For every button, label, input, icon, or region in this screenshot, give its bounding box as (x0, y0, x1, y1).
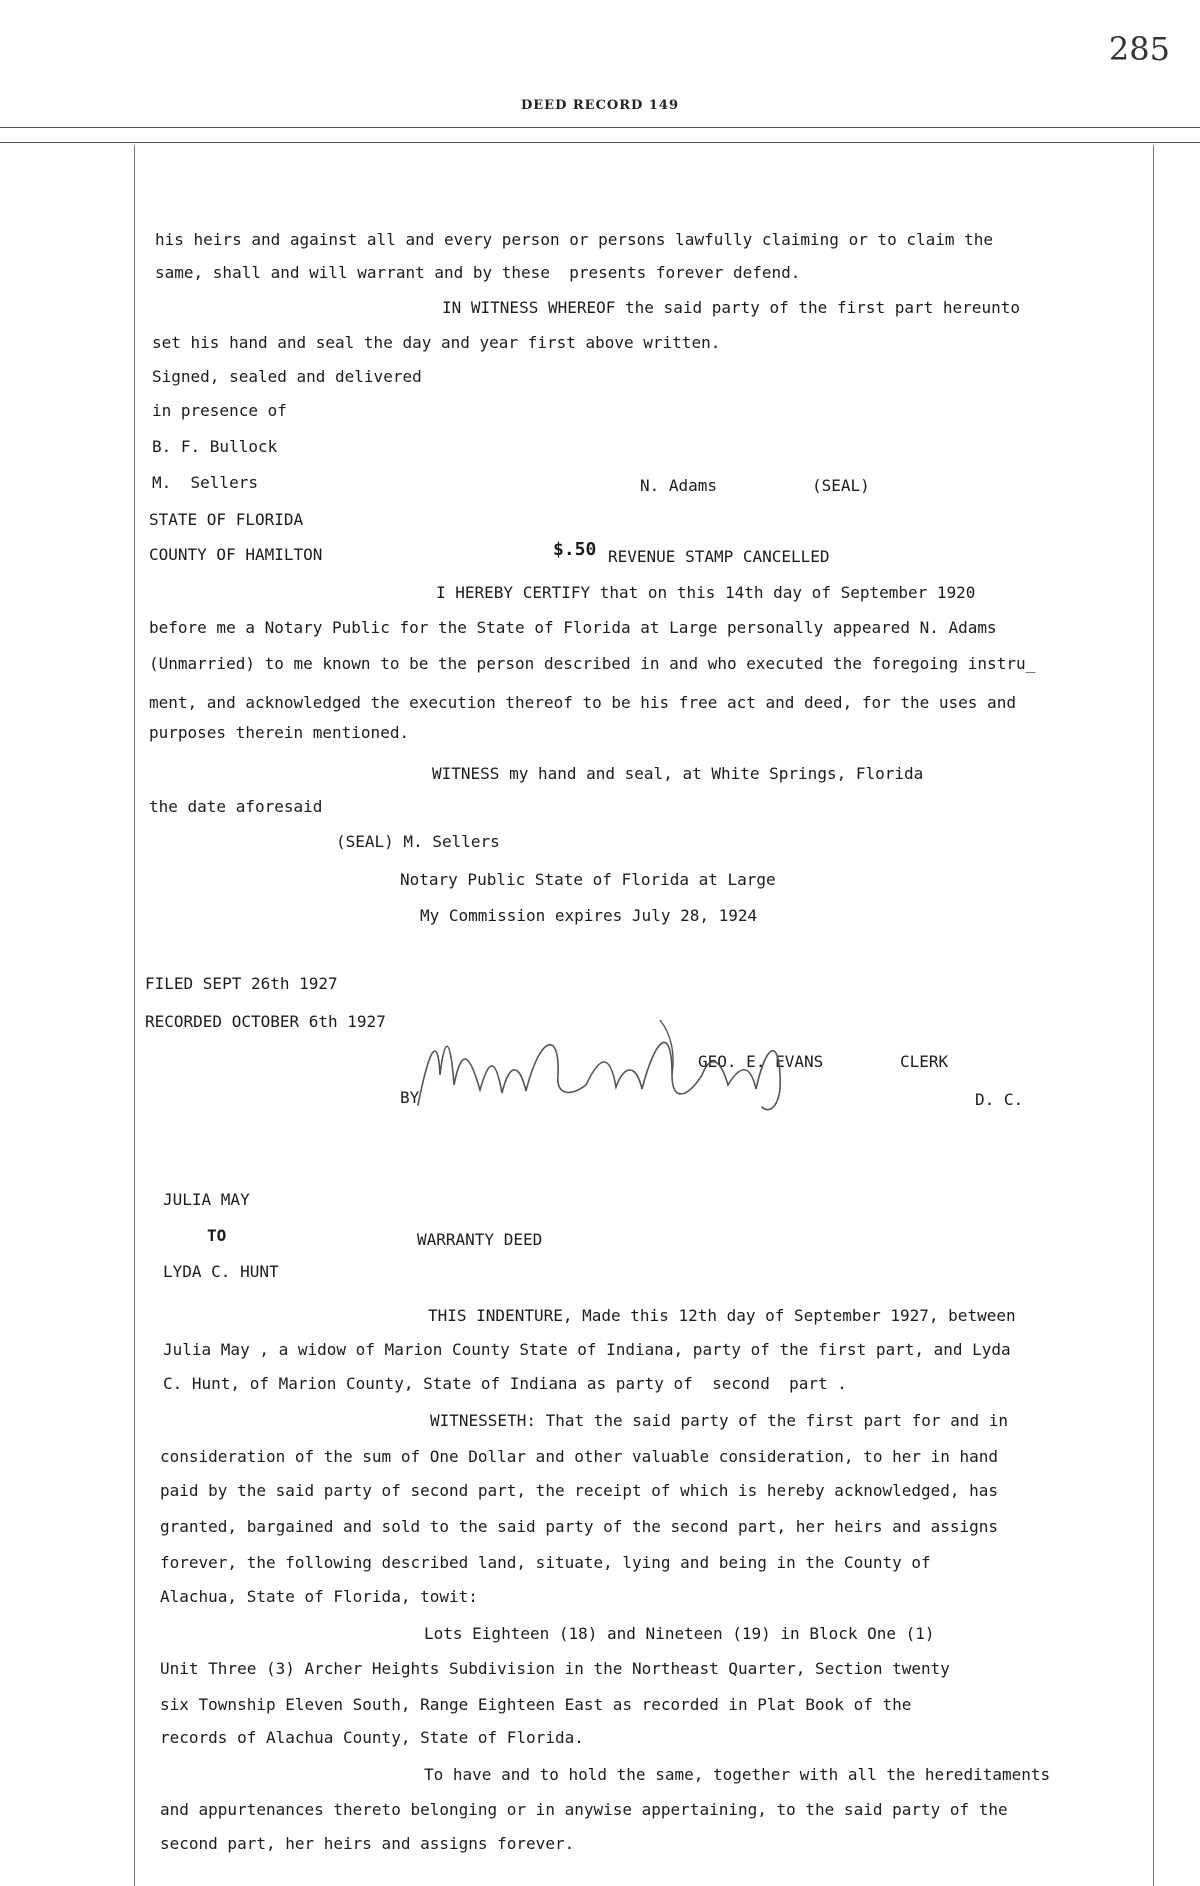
deed1-line-4: set his hand and seal the day and year first above written. (152, 333, 721, 352)
deed2-line-6: paid by the said party of second part, the receipt of which is hereby acknowledged, has (160, 1481, 999, 1500)
deed2-line-4: WITNESSETH: That the said party of the first part for and in (430, 1411, 1008, 1430)
deputy-clerk-label: D. C. (975, 1090, 1024, 1109)
witness-2: M. Sellers (152, 473, 258, 492)
deed2-line-15: and appurtenances thereto belonging or in anywise appertaining, to the said party of the (160, 1800, 1008, 1819)
deed2-line-13: records of Alachua County, State of Florida. (160, 1728, 584, 1747)
deed2-grantee: LYDA C. HUNT (163, 1262, 279, 1281)
left-margin-line (134, 145, 135, 1886)
deed2-grantor: JULIA MAY (163, 1190, 250, 1209)
witness-1: B. F. Bullock (152, 437, 278, 456)
notary-signature: (SEAL) M. Sellers (336, 832, 500, 851)
recorded-line: RECORDED OCTOBER 6th 1927 (145, 1012, 386, 1031)
clerk-name: GEO. E. EVANS (698, 1052, 824, 1071)
page-number: 285 (1108, 30, 1170, 68)
notary-commission: My Commission expires July 28, 1924 (420, 906, 758, 925)
deed1-presence-line: in presence of (152, 401, 287, 420)
certify-line-3: (Unmarried) to me known to be the person described in and who executed the foregoing instru_ (149, 654, 1036, 673)
stamp-amount: $.50 (553, 539, 597, 560)
certify-line-1: I HEREBY CERTIFY that on this 14th day of September 1920 (436, 583, 976, 602)
deed2-line-12: six Township Eleven South, Range Eighteen East as recorded in Plat Book of the (160, 1695, 912, 1714)
state-line: STATE OF FLORIDA (149, 510, 304, 529)
deed2-type: WARRANTY DEED (417, 1230, 543, 1249)
date-aforesaid-line: the date aforesaid (149, 797, 323, 816)
deed2-line-1: THIS INDENTURE, Made this 12th day of September 1927, between (428, 1306, 1016, 1325)
county-line: COUNTY OF HAMILTON (149, 545, 323, 564)
deed2-line-9: Alachua, State of Florida, towit: (160, 1587, 478, 1606)
by-label: BY (400, 1088, 420, 1107)
deed2-line-10: Lots Eighteen (18) and Nineteen (19) in Block One (1) (424, 1624, 935, 1643)
witness-hand-line: WITNESS my hand and seal, at White Springs, Florida (432, 764, 924, 783)
clerk-title: CLERK (900, 1052, 949, 1071)
deed2-line-14: To have and to hold the same, together with all the hereditaments (424, 1765, 1051, 1784)
deed2-line-5: consideration of the sum of One Dollar and other valuable consideration, to her in hand (160, 1447, 999, 1466)
deed1-line-1: his heirs and against all and every person or persons lawfully claiming or to claim the (155, 230, 994, 249)
deputy-clerk-handwritten-signature (410, 1015, 830, 1125)
certify-line-5: purposes therein mentioned. (149, 723, 410, 742)
deed2-to: TO (207, 1226, 227, 1245)
deed2-line-8: forever, the following described land, situate, lying and being in the County of (160, 1553, 931, 1572)
page-header-title: DEED RECORD 149 (520, 98, 679, 113)
grantor-signature: N. Adams (640, 476, 718, 495)
deed2-line-16: second part, her heirs and assigns forever. (160, 1834, 575, 1853)
deed2-line-7: granted, bargained and sold to the said party of the second part, her heirs and assigns (160, 1517, 999, 1536)
header-rule-bottom (0, 142, 1200, 143)
notary-title: Notary Public State of Florida at Large (400, 870, 776, 889)
deed1-signed-line: Signed, sealed and delivered (152, 367, 422, 386)
deed1-line-2: same, shall and will warrant and by these presents forever defend. (155, 263, 801, 282)
stamp-text: REVENUE STAMP CANCELLED (608, 547, 830, 566)
deed2-line-11: Unit Three (3) Archer Heights Subdivision in the Northeast Quarter, Section twenty (160, 1659, 950, 1678)
filed-line: FILED SEPT 26th 1927 (145, 974, 338, 993)
certify-line-4: ment, and acknowledged the execution thereof to be his free act and deed, for the uses and (149, 693, 1016, 712)
deed2-line-3: C. Hunt, of Marion County, State of Indiana as party of second part . (163, 1374, 847, 1393)
deed1-line-3: IN WITNESS WHEREOF the said party of the first part hereunto (442, 298, 1020, 317)
certify-line-2: before me a Notary Public for the State of Florida at Large personally appeared N. Adams (149, 618, 997, 637)
deed2-line-2: Julia May , a widow of Marion County State of Indiana, party of the first part, and Lyda (163, 1340, 1011, 1359)
header-rule-top (0, 127, 1200, 128)
seal-mark: (SEAL) (812, 476, 870, 495)
right-margin-line (1153, 145, 1154, 1886)
